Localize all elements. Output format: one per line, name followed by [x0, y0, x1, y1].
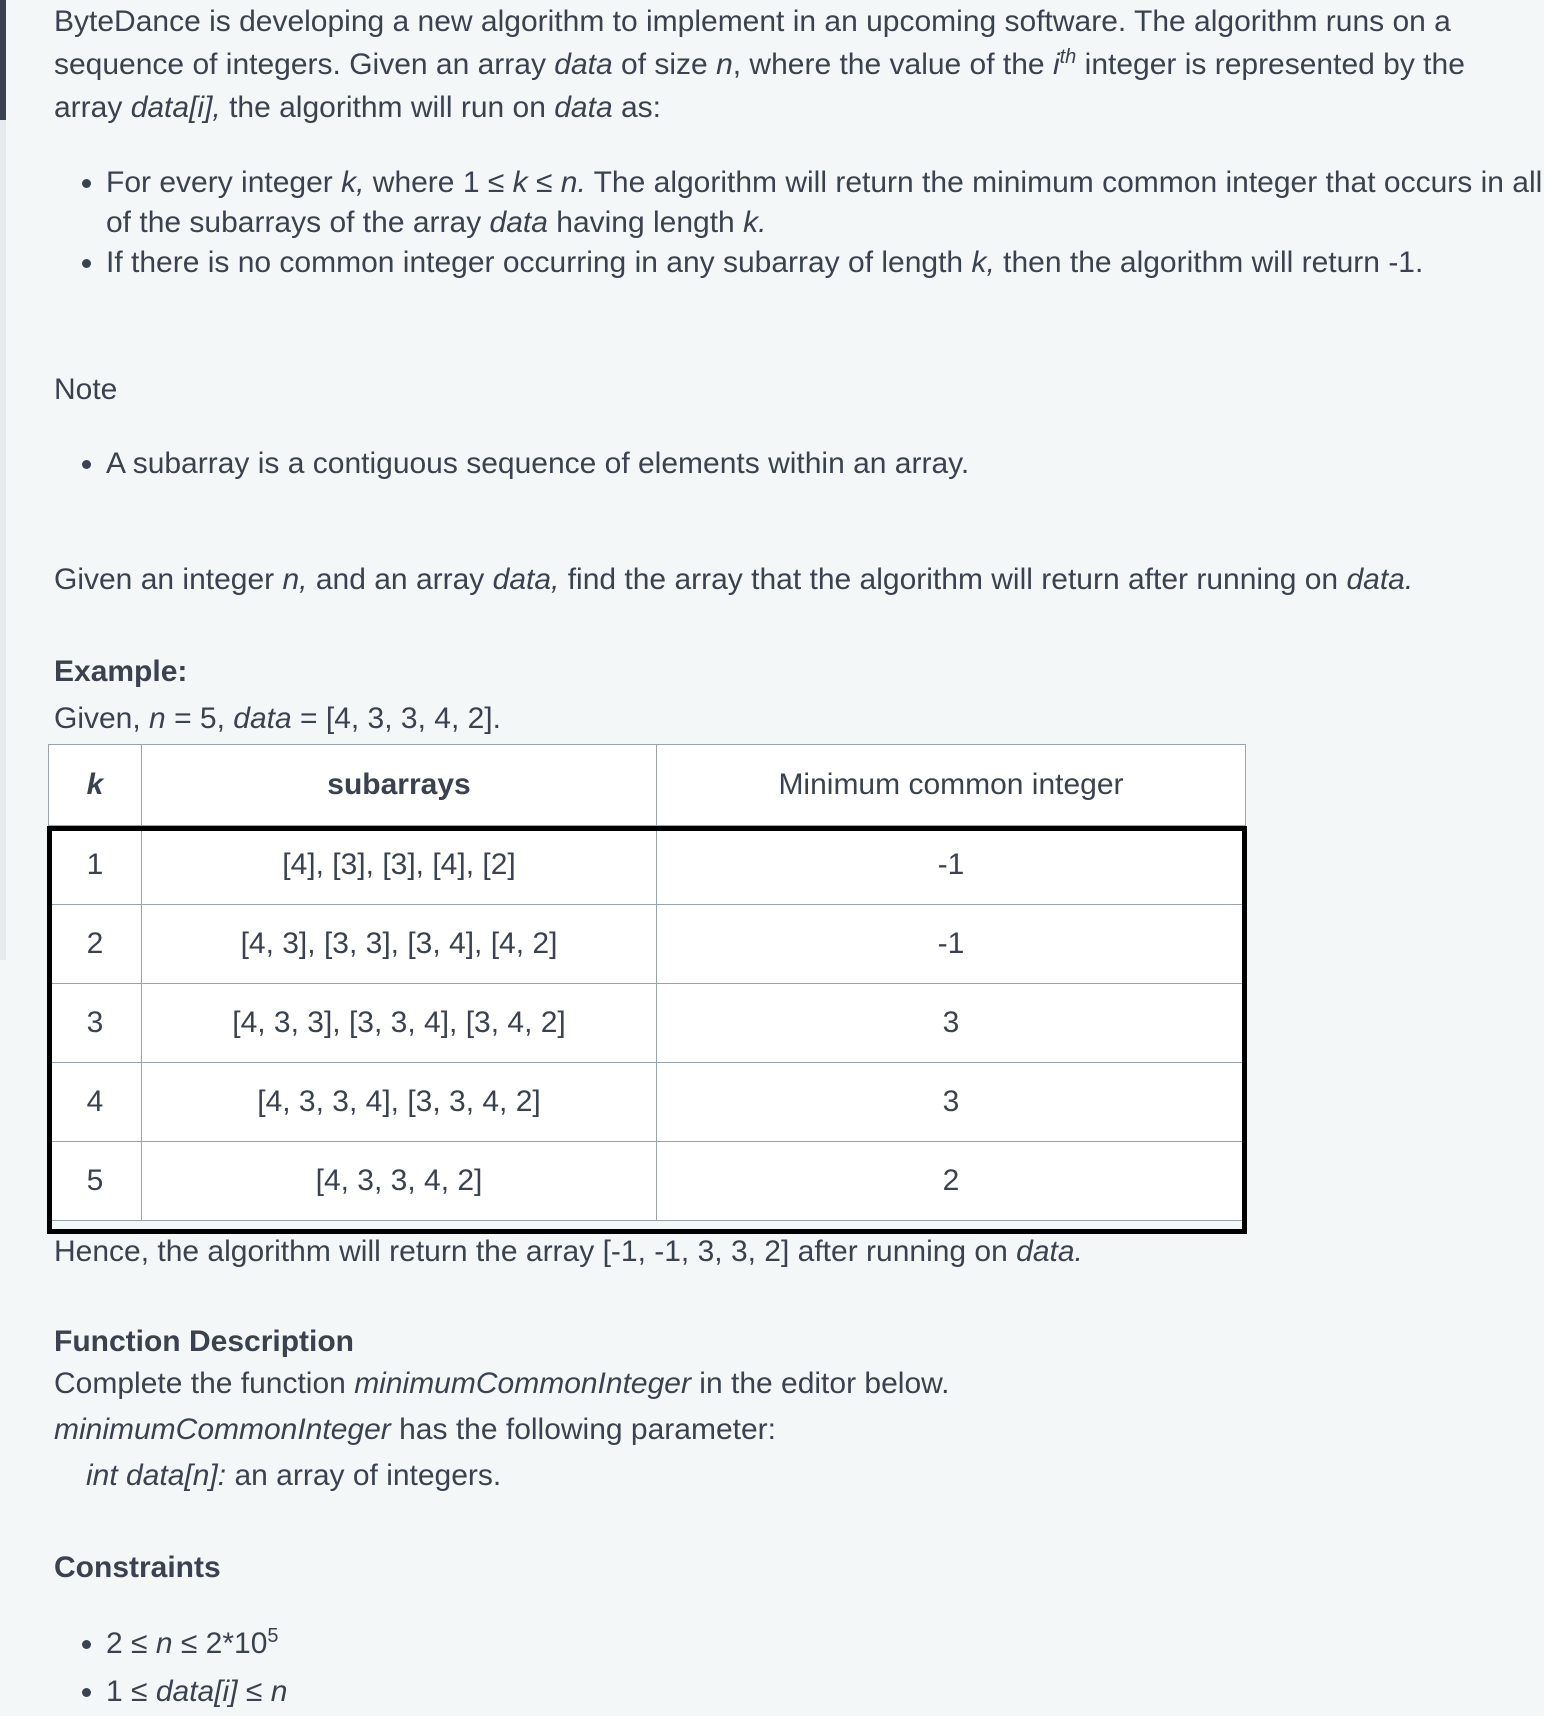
table-cell-subarrays: [4, 3, 3], [3, 3, 4], [3, 4, 2]	[142, 984, 657, 1063]
table-cell-mci: -1	[657, 826, 1246, 905]
function-parameter: int data[n]: an array of integers.	[86, 1459, 502, 1492]
table-cell-subarrays: [4, 3, 3, 4, 2]	[142, 1142, 657, 1221]
table-cell-k: 4	[49, 1063, 142, 1142]
function-description-text: Complete the function minimumCommonInteger in the editor below.	[54, 1367, 950, 1400]
left-divider	[0, 120, 6, 960]
table-cell-k: 2	[49, 905, 142, 984]
list-item: • 1 ≤ data[i] ≤ n	[106, 1668, 287, 1716]
constraints-heading: Constraints	[54, 1551, 221, 1584]
table-cell-k: 5	[49, 1142, 142, 1221]
list-item: • A subarray is a contiguous sequence of elements within an array.	[106, 442, 969, 485]
table-cell-subarrays: [4], [3], [3], [4], [2]	[142, 826, 657, 905]
header-k: k	[49, 745, 142, 826]
table-cell-mci: 2	[657, 1142, 1246, 1221]
table-row	[49, 826, 1246, 905]
task-statement: Given an integer n, and an array data, find the array that the algorithm will return after running on data.	[54, 563, 1414, 596]
table-row	[49, 1063, 1246, 1142]
rules-list	[54, 163, 1544, 283]
table-cell-k: 3	[49, 984, 142, 1063]
example-given: Given, n = 5, data = [4, 3, 3, 4, 2].	[54, 702, 501, 735]
table-cell-subarrays: [4, 3], [3, 3], [3, 4], [4, 2]	[142, 905, 657, 984]
function-signature: minimumCommonInteger has the following parameter:	[54, 1413, 776, 1446]
table-row	[49, 984, 1246, 1063]
header-minimum-common-integer: Minimum common integer	[657, 745, 1246, 826]
table-header-row	[49, 745, 1246, 826]
intro-paragraph: ByteDance is developing a new algorithm to implement in an upcoming software. The algorithm runs on a sequence of integers. Given an array data of size n, where the value of the $i^{th}$ integer is represented by the array data[i], the algorithm will run on data as:	[54, 5, 1465, 124]
example-table	[48, 744, 1246, 1221]
left-accent-bar	[0, 0, 6, 120]
table-row	[49, 1142, 1246, 1221]
table-cell-subarrays: [4, 3, 3, 4], [3, 3, 4, 2]	[142, 1063, 657, 1142]
header-subarrays: subarrays	[142, 745, 657, 826]
table-cell-mci: 3	[657, 1063, 1246, 1142]
constraints-list	[54, 1620, 287, 1716]
table-cell-k: 1	[49, 826, 142, 905]
note-heading: Note	[54, 373, 118, 406]
list-item: • For every integer k, where 1 ≤ k ≤ n. The algorithm will return the minimum common integer that occurs in all of the subarrays of the array data having length k.	[106, 163, 1544, 243]
list-item: • If there is no common integer occurring in any subarray of length k, then the algorithm will return -1.	[106, 243, 1544, 283]
function-description-heading: Function Description	[54, 1325, 354, 1358]
table-row	[49, 905, 1246, 984]
example-conclusion: Hence, the algorithm will return the array [-1, -1, 3, 3, 2] after running on data.	[54, 1235, 1083, 1268]
table-cell-mci: -1	[657, 905, 1246, 984]
table-cell-mci: 3	[657, 984, 1246, 1063]
example-heading: Example:	[54, 655, 188, 688]
list-item: • $2 \le n \le 2*10^5$	[106, 1620, 287, 1668]
note-list	[54, 442, 969, 485]
